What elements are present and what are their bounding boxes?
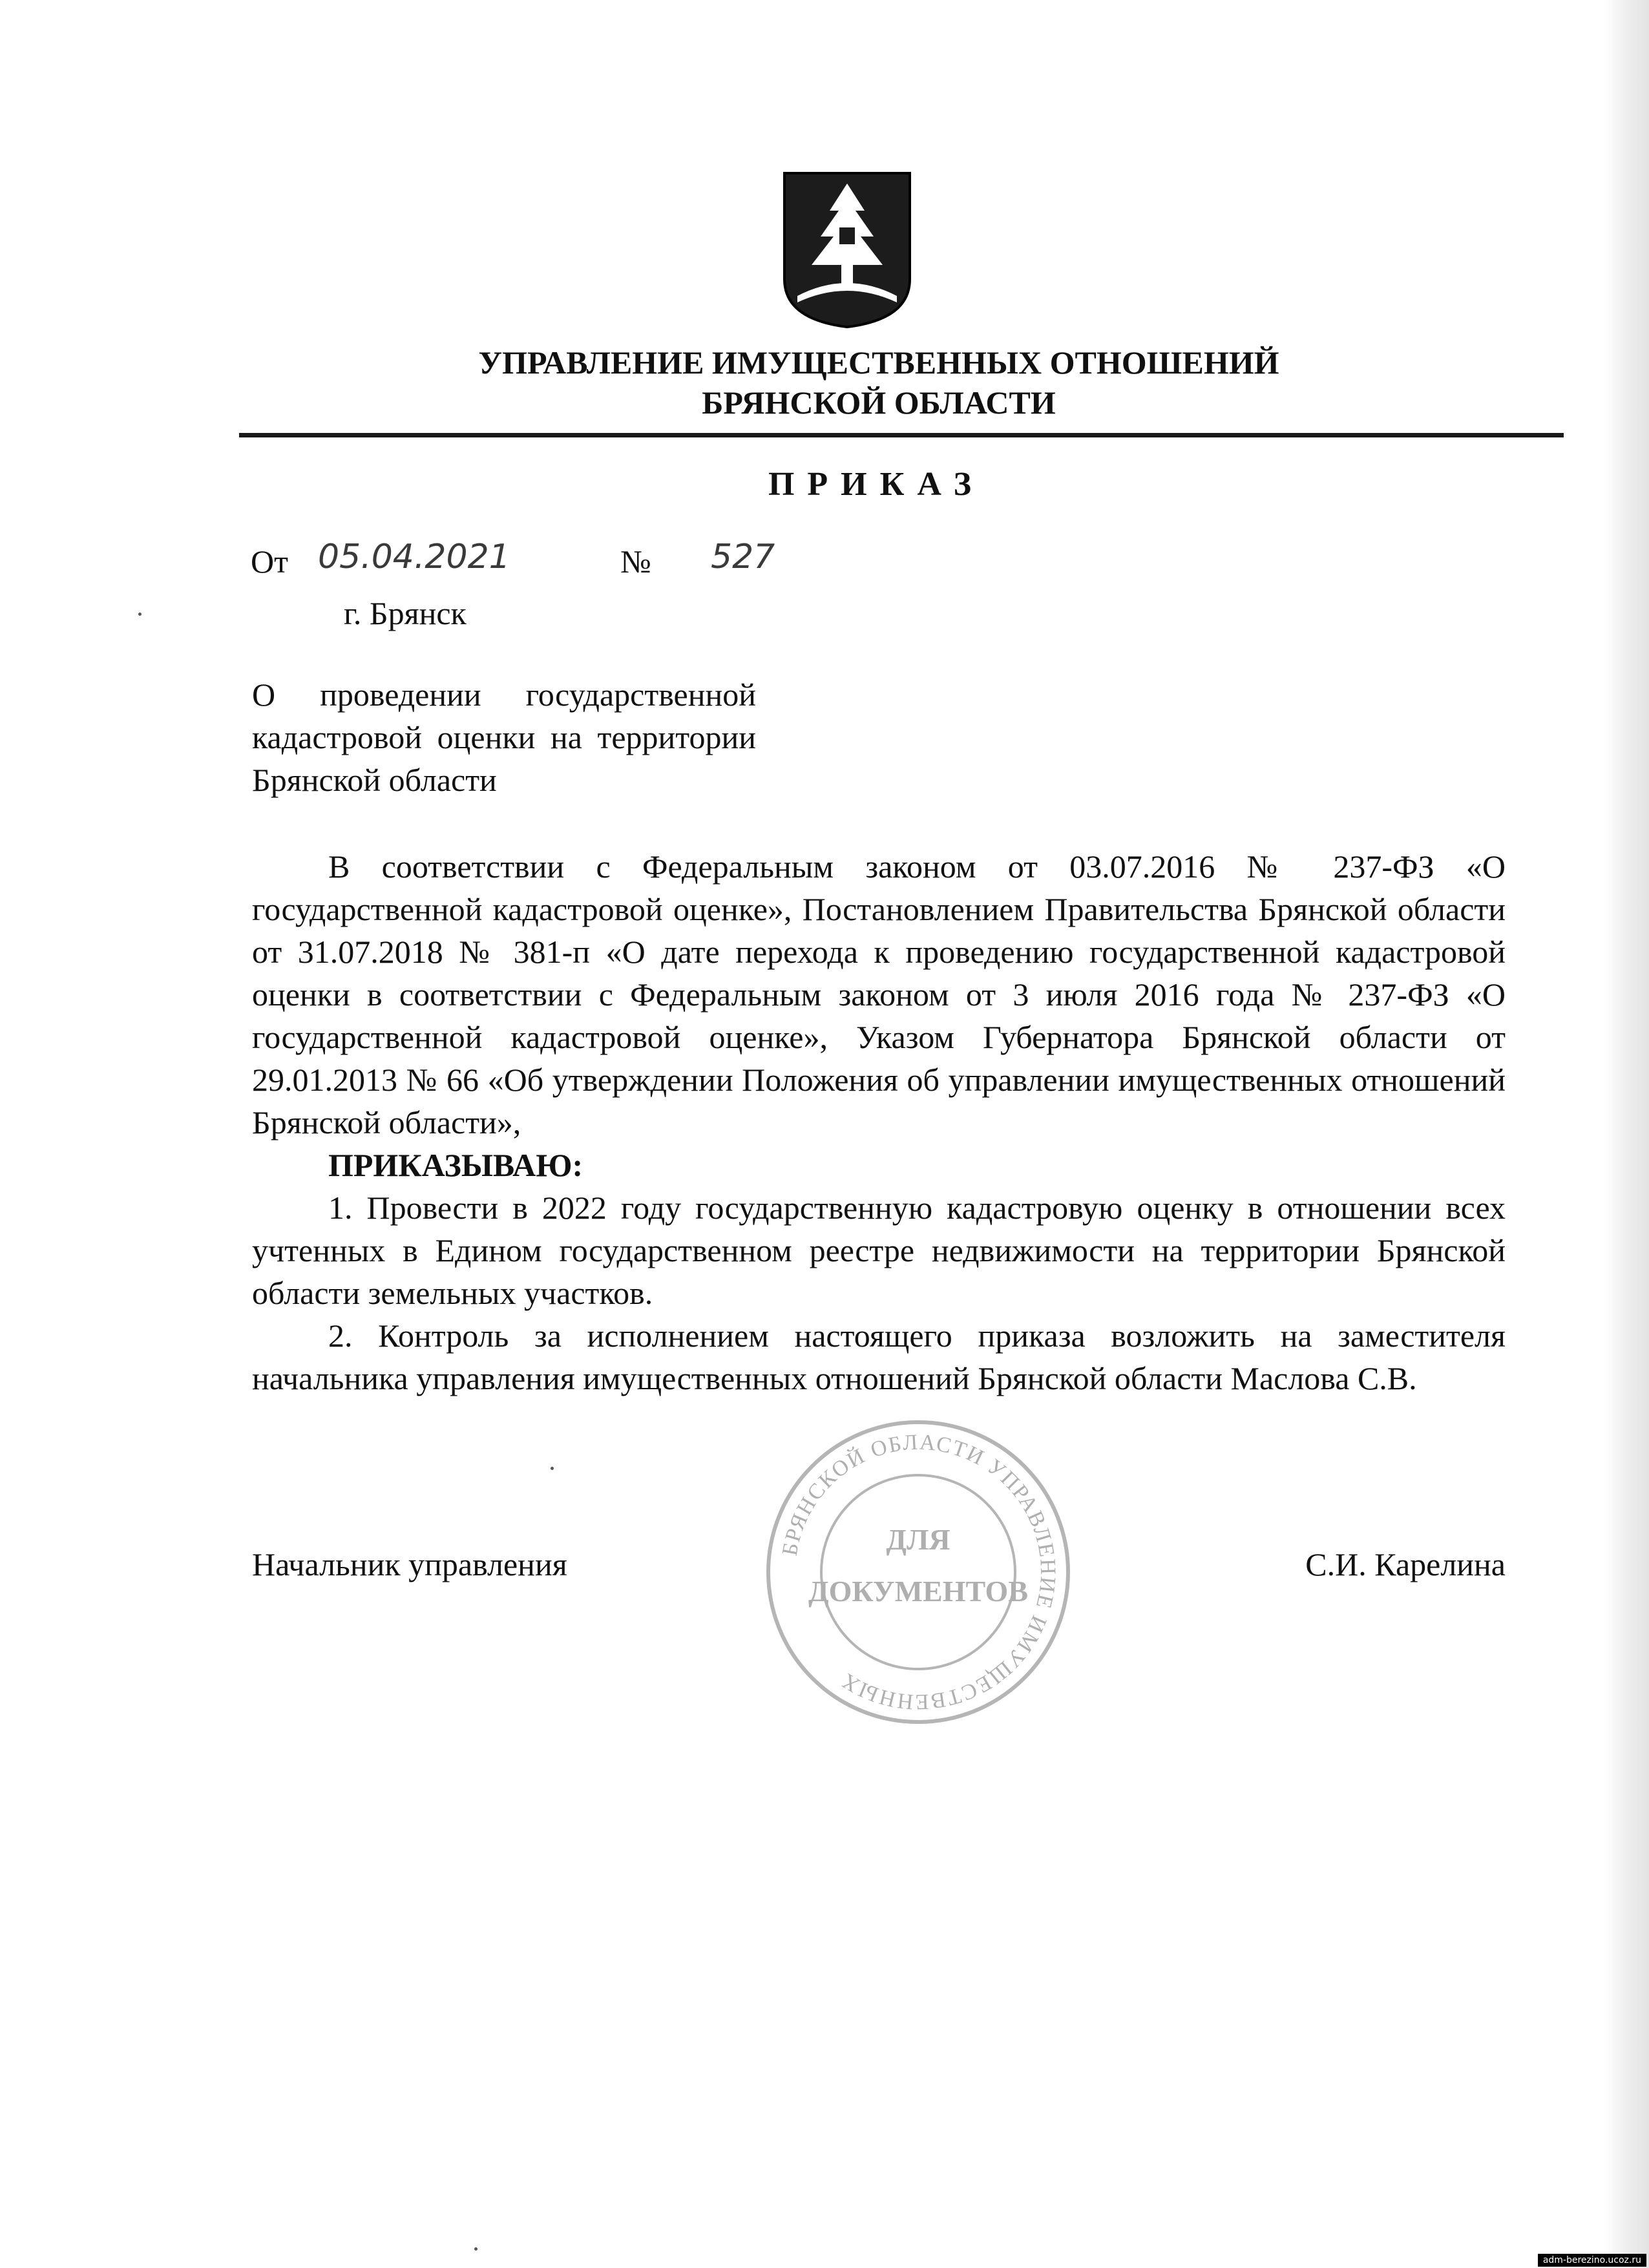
handwritten-number: 527 <box>711 538 775 576</box>
order-body <box>252 845 1506 1400</box>
preamble-paragraph: В соответствии с Федеральным законом от 03.07.2016 № 237-ФЗ «О государственной кадастровой оценке», Постановлением Правительства Брянской области от 31.07.2018 № 381-п «О дате перехода к проведению государственной кадастровой оценки в соответствии с Федеральным законом от 3 июля 2016 года № 237-ФЗ «О государственной кадастровой оценке», Указом Губернатора Брянской области от 29.01.2013 № 66 «Об утверждении Положения об управлении имущественных отношений Брянской области», <box>252 848 1506 1140</box>
page-edge-shadow <box>1604 0 1649 2268</box>
order-word: ПРИКАЗЫВАЮ: <box>328 1147 583 1183</box>
organization-name-line2: БРЯНСКОЙ ОБЛАСТИ <box>702 384 1056 421</box>
stamp-center-line1: ДЛЯ <box>886 1523 951 1556</box>
scan-speck <box>474 2247 478 2251</box>
organization-name-line1: УПРАВЛЕНИЕ ИМУЩЕСТВЕННЫХ ОТНОШЕНИЙ <box>478 344 1279 381</box>
order-item-2: 2. Контроль за исполнением настоящего приказа возложить на заместителя начальника управления имущественных отношений Брянской области Маслова С.В. <box>252 1318 1506 1396</box>
scan-speck <box>138 613 142 616</box>
signatory-name: С.И. Карелина <box>1305 1546 1506 1582</box>
coat-of-arms-emblem <box>779 169 915 330</box>
date-label: От <box>251 543 288 580</box>
number-label: № <box>620 543 651 580</box>
stamp-ring-text: БРЯНСКОЙ ОБЛАСТИ УПРАВЛЕНИЕ ИМУЩЕСТВЕННЫХ <box>777 1430 1060 1714</box>
organization-name <box>310 342 1447 423</box>
order-subject: О проведении государственной кадастровой оценки на территории Брянской области <box>252 677 756 798</box>
scan-speck <box>551 1467 554 1470</box>
handwritten-date: 05.04.2021 <box>318 538 510 576</box>
header-divider <box>239 433 1564 437</box>
city-line: г. Брянск <box>344 595 467 631</box>
signatory-position: Начальник управления <box>252 1546 567 1582</box>
document-type-title: ПРИКАЗ <box>768 466 985 503</box>
official-stamp <box>760 1414 1077 1730</box>
watermark-tag: adm-berezino.ucoz.ru <box>1538 2254 1646 2267</box>
order-item-1: 1. Провести в 2022 году государственную кадастровую оценку в отношении всех учтенных в Едином государственном реестре недвижимости на территории Брянской области земельных участков. <box>252 1190 1506 1311</box>
stamp-center-line2: ДОКУМЕНТОВ <box>808 1575 1029 1608</box>
